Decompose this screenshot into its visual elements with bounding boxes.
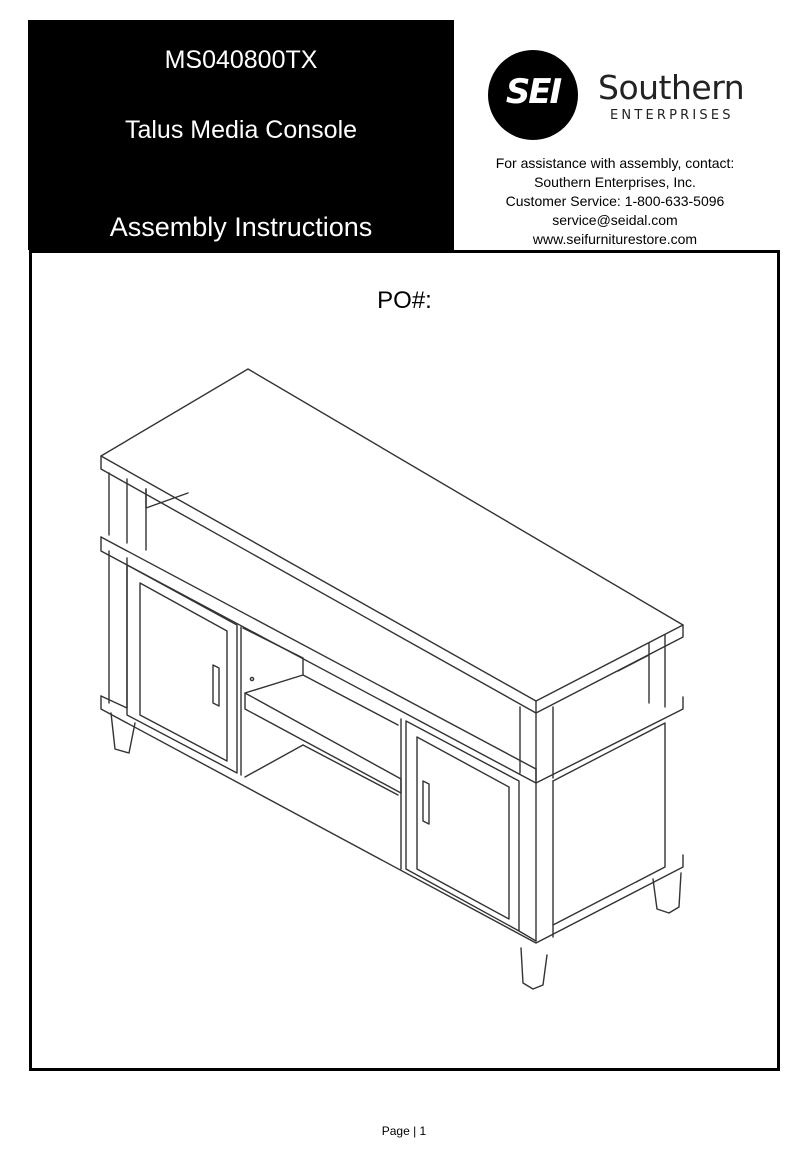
product-name: Talus Media Console xyxy=(124,116,358,144)
title-block xyxy=(28,20,454,250)
logo-subtitle: ENTERPRISES xyxy=(610,108,734,123)
contact-website: www.seifurniturestore.com xyxy=(532,231,698,247)
contact-phone: Customer Service: 1-800-633-5096 xyxy=(505,193,725,209)
logo-name: Southern xyxy=(598,68,745,107)
contact-info xyxy=(470,154,760,249)
logo-mark: SEI xyxy=(505,72,561,112)
document-title: Assembly Instructions xyxy=(109,212,373,242)
page-number: Page | 1 xyxy=(381,1124,427,1138)
company-logo xyxy=(488,50,745,140)
model-number: MS040800TX xyxy=(164,46,318,74)
po-label: PO#: xyxy=(377,287,432,314)
contact-intro: For assistance with assembly, contact: xyxy=(495,155,735,171)
contact-email: service@seidal.com xyxy=(552,212,678,228)
illustration-frame xyxy=(29,250,780,1071)
media-console-illustration xyxy=(32,253,777,1068)
contact-company: Southern Enterprises, Inc. xyxy=(534,174,696,190)
